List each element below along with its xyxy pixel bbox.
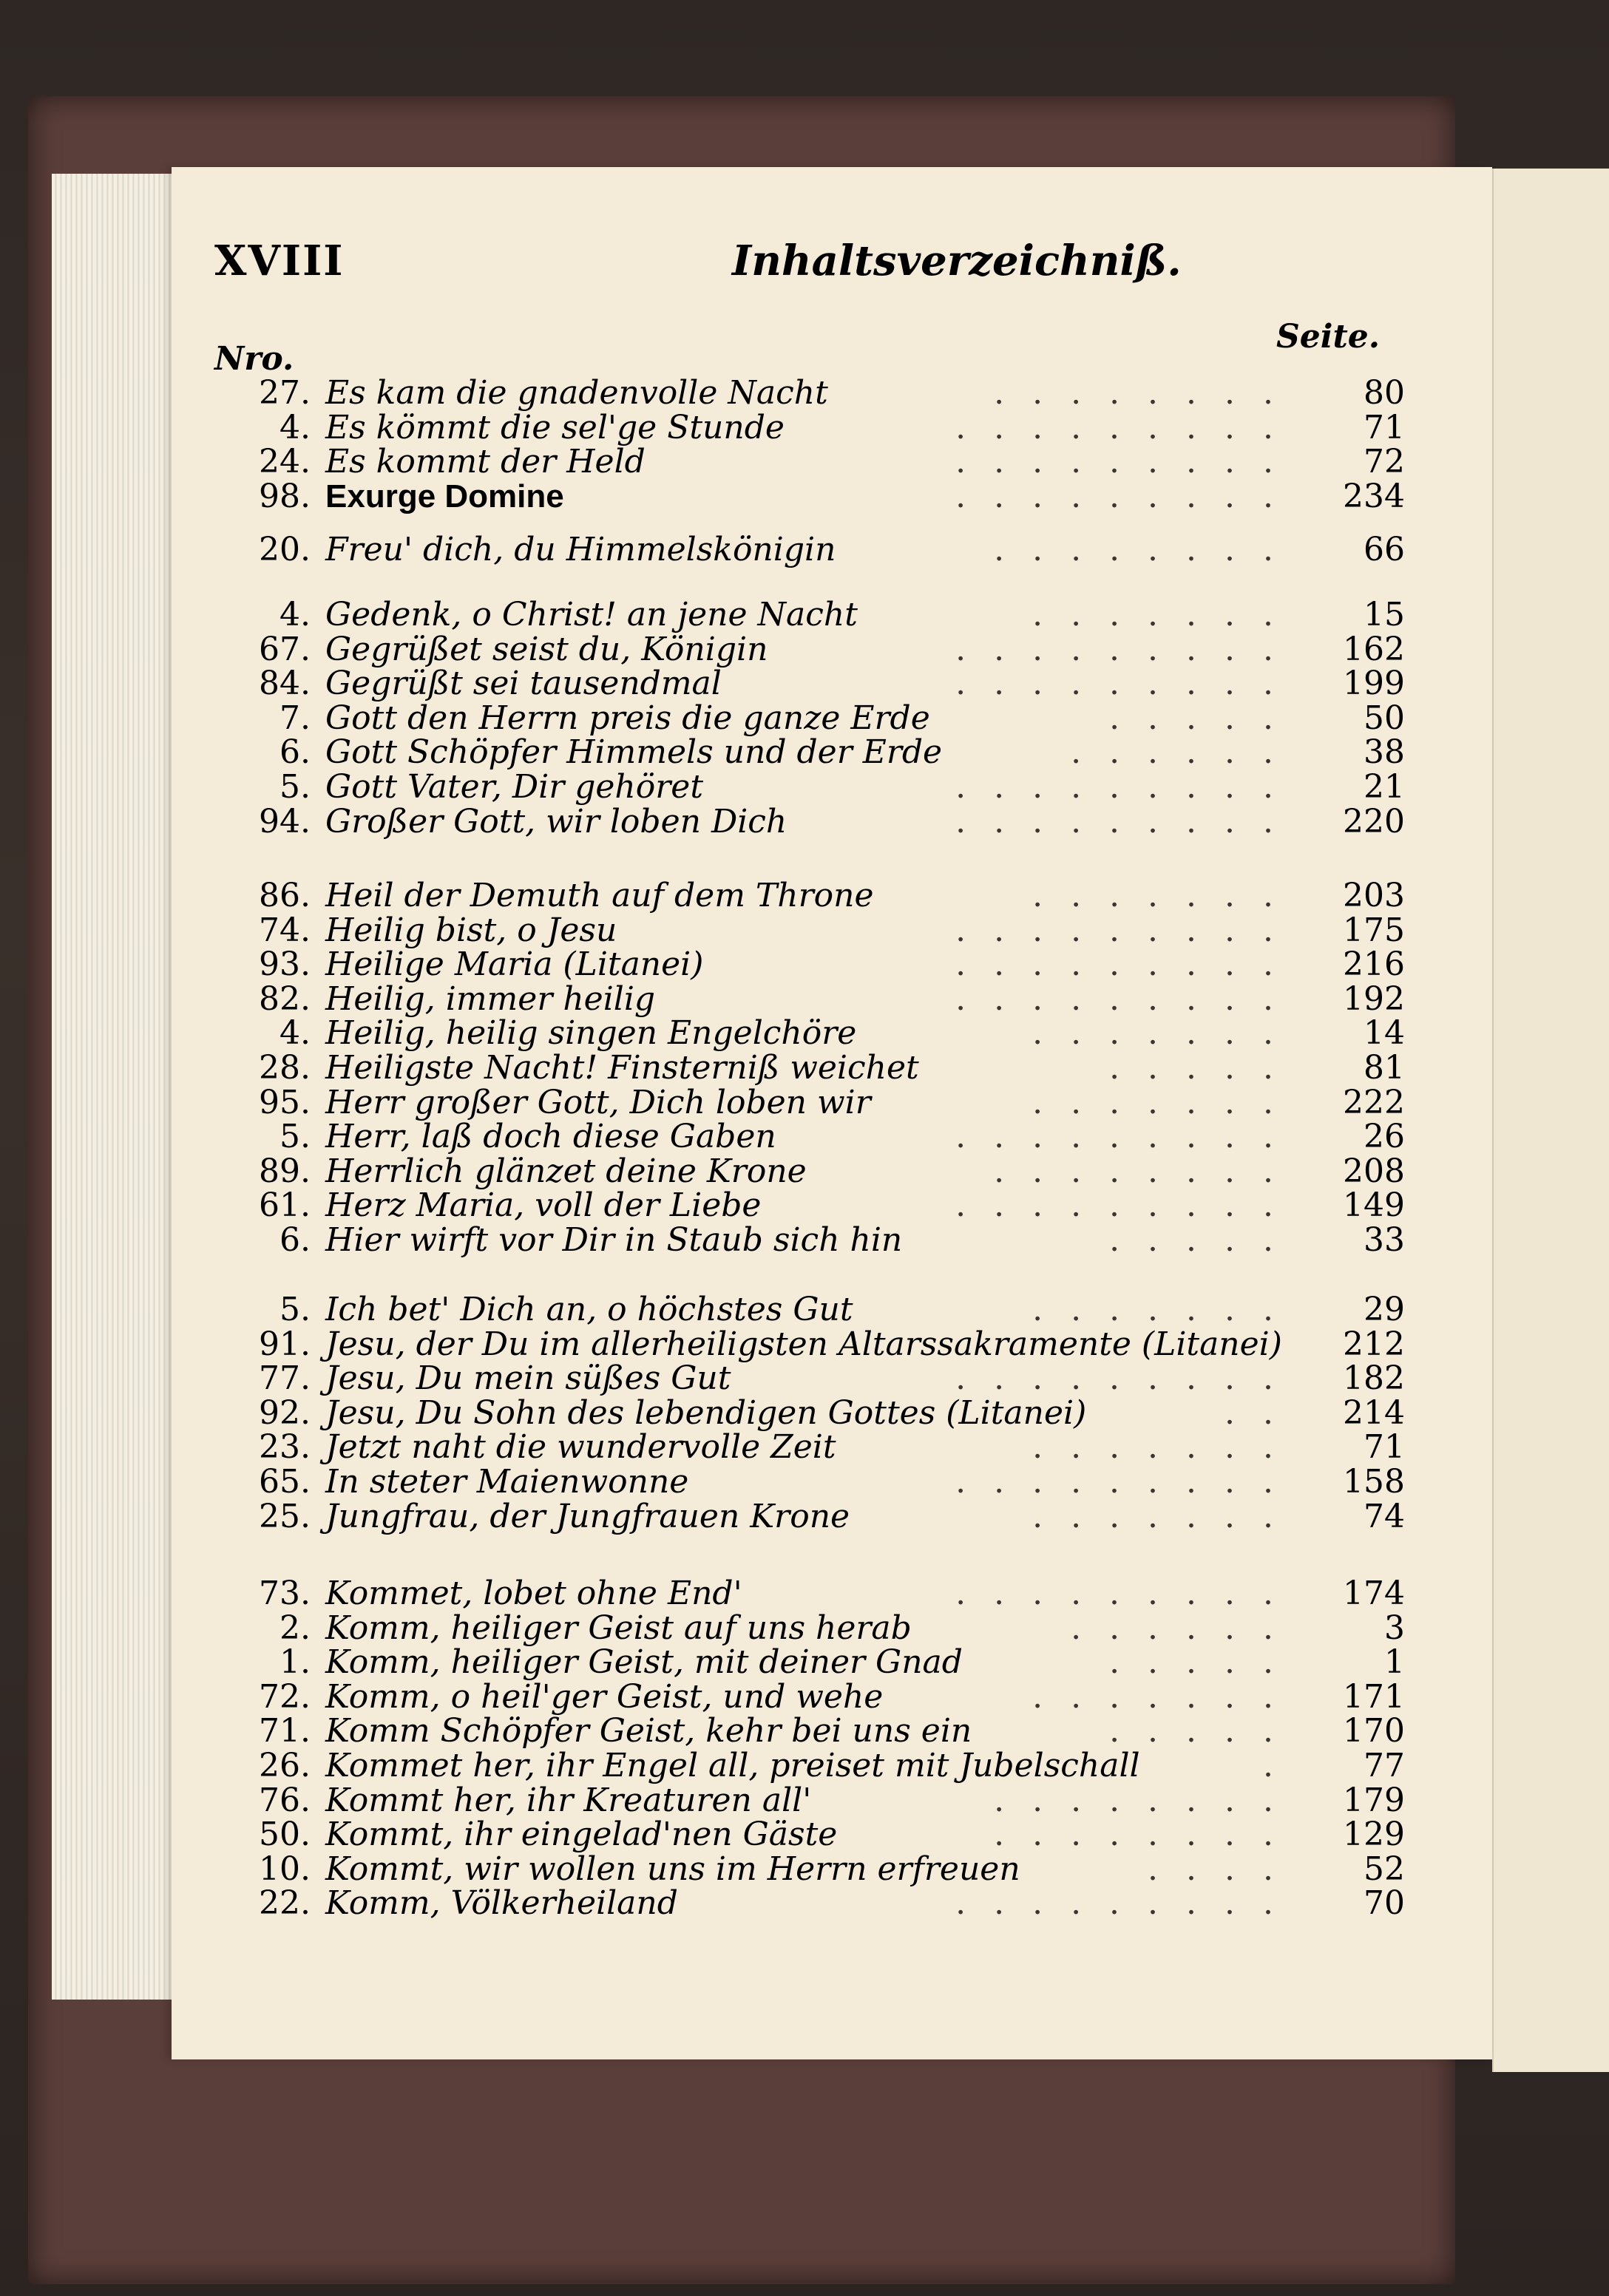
entry-page: 192	[1343, 980, 1405, 1018]
entry-title: Hier wirft vor Dir in Staub sich hin	[325, 1221, 903, 1259]
dot-leader: ........	[994, 1782, 1301, 1819]
dot-leader: .........	[955, 1884, 1301, 1922]
facing-page-edge	[1492, 169, 1609, 2072]
entry-page: 3	[1384, 1609, 1405, 1647]
entry-number: 72.	[259, 1678, 311, 1716]
dot-leader: .........	[955, 478, 1301, 515]
entry-number: 71.	[259, 1712, 311, 1750]
entry-page: 33	[1364, 1221, 1405, 1259]
dot-leader: .......	[1032, 1678, 1301, 1716]
entry-page: 199	[1343, 665, 1405, 702]
toc-entry	[214, 410, 1405, 446]
entry-title: Gott Schöpfer Himmels und der Erde	[325, 733, 943, 771]
entry-page: 171	[1343, 1678, 1405, 1716]
dot-leader: ........	[994, 374, 1301, 412]
dot-leader: .....	[1109, 1712, 1301, 1750]
entry-page: 74	[1364, 1498, 1405, 1535]
entry-number: 61.	[259, 1186, 311, 1224]
entry-title: Heilige Maria (Litanei)	[325, 945, 704, 983]
entry-page: 158	[1343, 1463, 1405, 1501]
toc-entry	[214, 1645, 1405, 1680]
toc-entry	[214, 1188, 1405, 1223]
entry-number: 7.	[280, 699, 311, 737]
entry-title: Heilig, heilig singen Engelchöre	[325, 1014, 857, 1052]
entry-title: Heil der Demuth auf dem Throne	[325, 877, 874, 914]
entry-number: 24.	[259, 443, 311, 480]
entry-number: 22.	[259, 1884, 311, 1922]
entry-title: Freu' dich, du Himmelskönigin	[325, 531, 836, 568]
entry-title: Großer Gott, wir loben Dich	[325, 803, 787, 840]
toc-entry	[214, 1464, 1405, 1500]
toc-entry	[214, 1154, 1405, 1189]
entry-number: 82.	[259, 980, 311, 1018]
entry-page: 38	[1364, 733, 1405, 771]
dot-leader: .....	[1109, 1643, 1301, 1681]
entry-number: 23.	[259, 1428, 311, 1466]
entry-title: Komm Schöpfer Geist, kehr bei uns ein	[325, 1712, 972, 1750]
toc-entry	[214, 1050, 1405, 1086]
entry-page: 216	[1343, 945, 1405, 983]
entry-number: 67.	[259, 631, 311, 668]
entry-number: 92.	[259, 1394, 311, 1432]
dot-leader: .........	[955, 443, 1301, 480]
entry-title: Komm, heiliger Geist auf uns herab	[325, 1609, 912, 1647]
toc-entry	[214, 1119, 1405, 1155]
entry-title: Heilig, immer heilig	[325, 980, 656, 1018]
entry-number: 6.	[280, 733, 311, 771]
dot-leader: ......	[1071, 733, 1301, 771]
entry-page: 212	[1343, 1325, 1405, 1363]
entry-number: 98.	[259, 478, 311, 515]
entry-page: 70	[1364, 1884, 1405, 1922]
entry-page: 174	[1343, 1575, 1405, 1612]
running-title: Inhaltsverzeichniß.	[732, 237, 1182, 285]
entry-number: 26.	[259, 1747, 311, 1784]
dot-leader: .........	[955, 945, 1301, 983]
entry-page: 66	[1364, 531, 1405, 568]
toc-entry	[214, 1817, 1405, 1852]
entry-page: 222	[1343, 1084, 1405, 1121]
entry-title: Exurge Domine	[325, 478, 564, 514]
dot-leader: ......	[1071, 1609, 1301, 1647]
entry-title: Ich bet' Dich an, o höchstes Gut	[325, 1291, 853, 1328]
dot-leader: .........	[955, 911, 1301, 949]
toc-entry	[214, 1576, 1405, 1611]
dot-leader: .........	[955, 631, 1301, 668]
entry-page: 81	[1364, 1049, 1405, 1087]
toc-entry	[214, 1085, 1405, 1121]
toc-entry	[214, 701, 1405, 736]
entry-page: 15	[1364, 596, 1405, 634]
entry-page: 1	[1384, 1643, 1405, 1681]
dot-leader: ..	[1224, 1394, 1301, 1432]
entry-page: 72	[1364, 443, 1405, 480]
entry-title: Komm, heiliger Geist, mit deiner Gnad	[325, 1643, 963, 1681]
entry-page: 21	[1364, 768, 1405, 806]
toc-entry	[214, 376, 1405, 411]
toc-entry	[214, 1223, 1405, 1258]
dot-leader: .	[1263, 1747, 1301, 1784]
dot-leader: .........	[955, 665, 1301, 702]
dot-leader: .......	[1032, 877, 1301, 914]
entry-page: 80	[1364, 374, 1405, 412]
entry-page: 175	[1343, 911, 1405, 949]
entry-page: 14	[1364, 1014, 1405, 1052]
entry-title: Herr großer Gott, Dich loben wir	[325, 1084, 871, 1121]
dot-leader: ........	[994, 1152, 1301, 1190]
entry-title: Gedenk, o Christ! an jene Nacht	[325, 596, 858, 634]
toc-entry	[214, 1292, 1405, 1328]
dot-leader: .....	[1109, 1049, 1301, 1087]
entry-page: 208	[1343, 1152, 1405, 1190]
toc-entry	[214, 666, 1405, 702]
entry-title: Jesu, Du mein süßes Gut	[325, 1359, 731, 1397]
dot-leader: .........	[955, 1359, 1301, 1397]
dot-leader: .....	[1109, 699, 1301, 737]
toc-entry	[214, 479, 1405, 514]
dot-leader: ........	[994, 1816, 1301, 1853]
entry-page: 50	[1364, 699, 1405, 737]
entry-page: 220	[1343, 803, 1405, 840]
entry-title: Herz Maria, voll der Liebe	[325, 1186, 762, 1224]
toc-entry	[214, 982, 1405, 1017]
entry-page: 71	[1364, 1428, 1405, 1466]
toc-entry	[214, 735, 1405, 770]
toc-entry	[214, 913, 1405, 948]
entry-title: Kommt, ihr eingelad'nen Gäste	[325, 1816, 838, 1853]
entry-number: 91.	[259, 1325, 311, 1363]
entry-number: 25.	[259, 1498, 311, 1535]
dot-leader: .........	[955, 980, 1301, 1018]
dot-leader: .......	[1032, 1428, 1301, 1466]
column-head-seite: Seite.	[1276, 318, 1381, 356]
entry-title: Gegrüßet seist du, Königin	[325, 631, 768, 668]
entry-page: 170	[1343, 1712, 1405, 1750]
entry-title: Herr, laß doch diese Gaben	[325, 1118, 776, 1155]
entry-page: 52	[1364, 1850, 1405, 1888]
entry-number: 93.	[259, 945, 311, 983]
entry-title: Jesu, Du Sohn des lebendigen Gottes (Litanei)	[325, 1394, 1087, 1432]
toc-entry	[214, 1361, 1405, 1396]
dot-leader: .......	[1032, 1498, 1301, 1535]
dot-leader: .....	[1109, 1221, 1301, 1259]
dot-leader: .........	[955, 803, 1301, 840]
entry-title: Heilig bist, o Jesu	[325, 911, 617, 949]
entry-number: 4.	[280, 596, 311, 634]
entry-page: 234	[1343, 478, 1405, 515]
page-header	[214, 237, 1390, 296]
entry-page: 71	[1364, 409, 1405, 446]
entry-number: 73.	[259, 1575, 311, 1612]
dot-leader: ....	[1148, 1850, 1301, 1888]
toc-entry	[214, 1499, 1405, 1535]
entry-page: 179	[1343, 1782, 1405, 1819]
entry-number: 27.	[259, 374, 311, 412]
entry-number: 5.	[280, 1291, 311, 1328]
entry-number: 74.	[259, 911, 311, 949]
entry-page: 214	[1343, 1394, 1405, 1432]
toc-entry	[214, 1430, 1405, 1465]
dot-leader: .........	[955, 1118, 1301, 1155]
entry-number: 86.	[259, 877, 311, 914]
dot-leader: .......	[1032, 596, 1301, 634]
toc-entry	[214, 1679, 1405, 1715]
entry-title: Es kömmt die sel'ge Stunde	[325, 409, 785, 446]
toc-entry	[214, 770, 1405, 805]
page-folio: XVIII	[214, 237, 345, 285]
entry-number: 6.	[280, 1221, 311, 1259]
toc-entry	[214, 532, 1405, 568]
entry-title: Gott den Herrn preis die ganze Erde	[325, 699, 930, 737]
toc-entry	[214, 1327, 1405, 1362]
dot-leader: ........	[994, 531, 1301, 568]
entry-number: 5.	[280, 768, 311, 806]
toc-entry	[214, 1748, 1405, 1784]
entry-title: Kommet, lobet ohne End'	[325, 1575, 742, 1612]
entry-title: Jetzt naht die wundervolle Zeit	[325, 1428, 836, 1466]
dot-leader: .........	[955, 1186, 1301, 1224]
entry-title: Kommt, wir wollen uns im Herrn erfreuen	[325, 1850, 1020, 1888]
entry-number: 95.	[259, 1084, 311, 1121]
entry-title: In steter Maienwonne	[325, 1463, 689, 1501]
toc-entry	[214, 444, 1405, 480]
entry-page: 149	[1343, 1186, 1405, 1224]
toc-entry	[214, 1886, 1405, 1921]
entry-number: 5.	[280, 1118, 311, 1155]
toc-entry	[214, 1713, 1405, 1749]
entry-number: 10.	[259, 1850, 311, 1888]
dot-leader: .........	[955, 768, 1301, 806]
entry-page: 26	[1364, 1118, 1405, 1155]
entry-title: Jungfrau, der Jungfrauen Krone	[325, 1498, 850, 1535]
entry-title: Komm, Völkerheiland	[325, 1884, 678, 1922]
entry-number: 28.	[259, 1049, 311, 1087]
dot-leader: .......	[1032, 1291, 1301, 1328]
entry-number: 84.	[259, 665, 311, 702]
column-head-nro: Nro.	[214, 340, 294, 378]
toc-entry	[214, 1783, 1405, 1818]
toc-entry	[214, 947, 1405, 982]
toc-entry	[214, 1016, 1405, 1051]
toc-entry	[214, 1396, 1405, 1431]
entry-title: Es kam die gnadenvolle Nacht	[325, 374, 828, 412]
dot-leader: .........	[955, 1463, 1301, 1501]
entry-number: 65.	[259, 1463, 311, 1501]
entry-number: 76.	[259, 1782, 311, 1819]
entry-title: Es kommt der Held	[325, 443, 646, 480]
entry-title: Heiligste Nacht! Finsterniß weichet	[325, 1049, 919, 1087]
entry-number: 20.	[259, 531, 311, 568]
dot-leader: .......	[1032, 1014, 1301, 1052]
entry-page: 162	[1343, 631, 1405, 668]
entry-title: Kommt her, ihr Kreaturen all'	[325, 1782, 812, 1819]
entry-page: 182	[1343, 1359, 1405, 1397]
entry-title: Jesu, der Du im allerheiligsten Altarssakramente (Litanei)	[325, 1325, 1282, 1363]
entry-title: Kommet her, ihr Engel all, preiset mit Jubelschall	[325, 1747, 1140, 1784]
entry-number: 2.	[280, 1609, 311, 1647]
toc-entry	[214, 597, 1405, 633]
entry-page: 77	[1364, 1747, 1405, 1784]
dot-leader: .........	[955, 409, 1301, 446]
toc-entry	[214, 1611, 1405, 1646]
toc-entry	[214, 804, 1405, 840]
entry-title: Komm, o heil'ger Geist, und wehe	[325, 1678, 884, 1716]
entry-number: 77.	[259, 1359, 311, 1397]
entry-number: 1.	[280, 1643, 311, 1681]
toc-entry	[214, 632, 1405, 668]
entry-page: 203	[1343, 877, 1405, 914]
entry-title: Gegrüßt sei tausendmal	[325, 665, 722, 702]
toc-entry	[214, 878, 1405, 914]
dot-leader: .........	[955, 1575, 1301, 1612]
entry-title: Herrlich glänzet deine Krone	[325, 1152, 807, 1190]
toc-entry	[214, 1852, 1405, 1887]
entry-number: 4.	[280, 1014, 311, 1052]
entry-number: 89.	[259, 1152, 311, 1190]
entry-number: 4.	[280, 409, 311, 446]
entry-page: 29	[1364, 1291, 1405, 1328]
entry-page: 129	[1343, 1816, 1405, 1853]
entry-title: Gott Vater, Dir gehöret	[325, 768, 704, 806]
entry-number: 50.	[259, 1816, 311, 1853]
dot-leader: .......	[1032, 1084, 1301, 1121]
entry-number: 94.	[259, 803, 311, 840]
